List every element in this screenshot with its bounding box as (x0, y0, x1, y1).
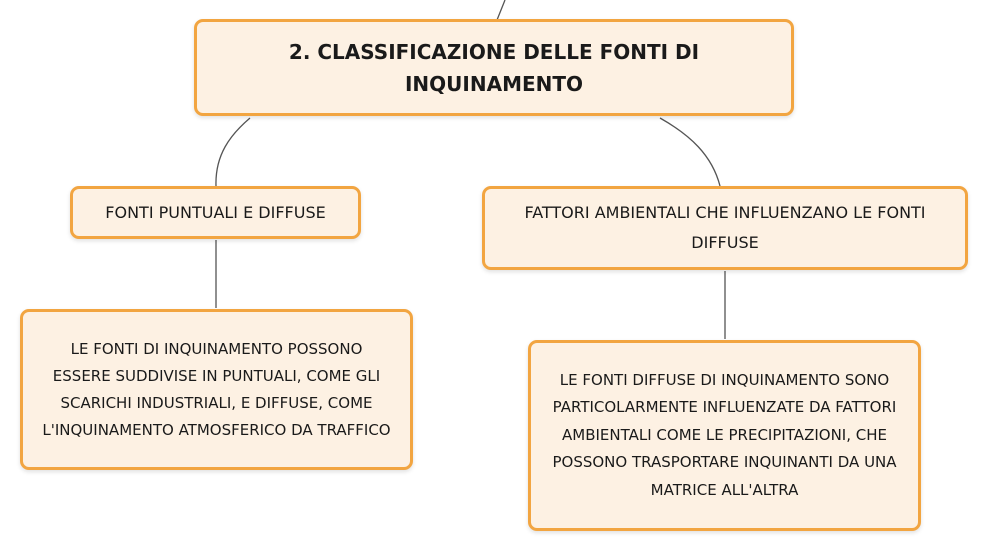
detail-label: LE FONTI DIFFUSE DI INQUINAMENTO SONO PARTICOLARMENTE INFLUENZATE DA FATTORI AMBIENTALI COME LE PRECIPITAZIONI, CHE POSSONO TRASPORTARE INQUINANTI DA UNA MATRICE ALL'ALTRA (552, 370, 897, 499)
subtopic-label: FATTORI AMBIENTALI CHE INFLUENZANO LE FONTI DIFFUSE (524, 203, 926, 252)
detail-fonti-puntuali-diffuse[interactable] (20, 309, 413, 470)
connector-parent-to-root (497, 0, 505, 20)
subtopic-fonti-puntuali-diffuse[interactable] (70, 186, 361, 239)
connector-root-to-fattori-ambientali (660, 118, 720, 186)
root-topic-node[interactable] (194, 19, 794, 116)
subtopic-fattori-ambientali[interactable] (482, 186, 968, 270)
root-topic-label: 2. CLASSIFICAZIONE DELLE FONTI DI INQUINAMENTO (288, 39, 700, 96)
subtopic-label: FONTI PUNTUALI E DIFFUSE (105, 202, 326, 222)
connector-root-to-fonti-puntuali (216, 118, 250, 186)
detail-label: LE FONTI DI INQUINAMENTO POSSONO ESSERE SUDDIVISE IN PUNTUALI, COME GLI SCARICHI INDUSTRIALI, E DIFFUSE, COME L'INQUINAMENTO ATMOSFERICO DA TRAFFICO (42, 339, 391, 439)
detail-fattori-ambientali[interactable] (528, 340, 921, 531)
